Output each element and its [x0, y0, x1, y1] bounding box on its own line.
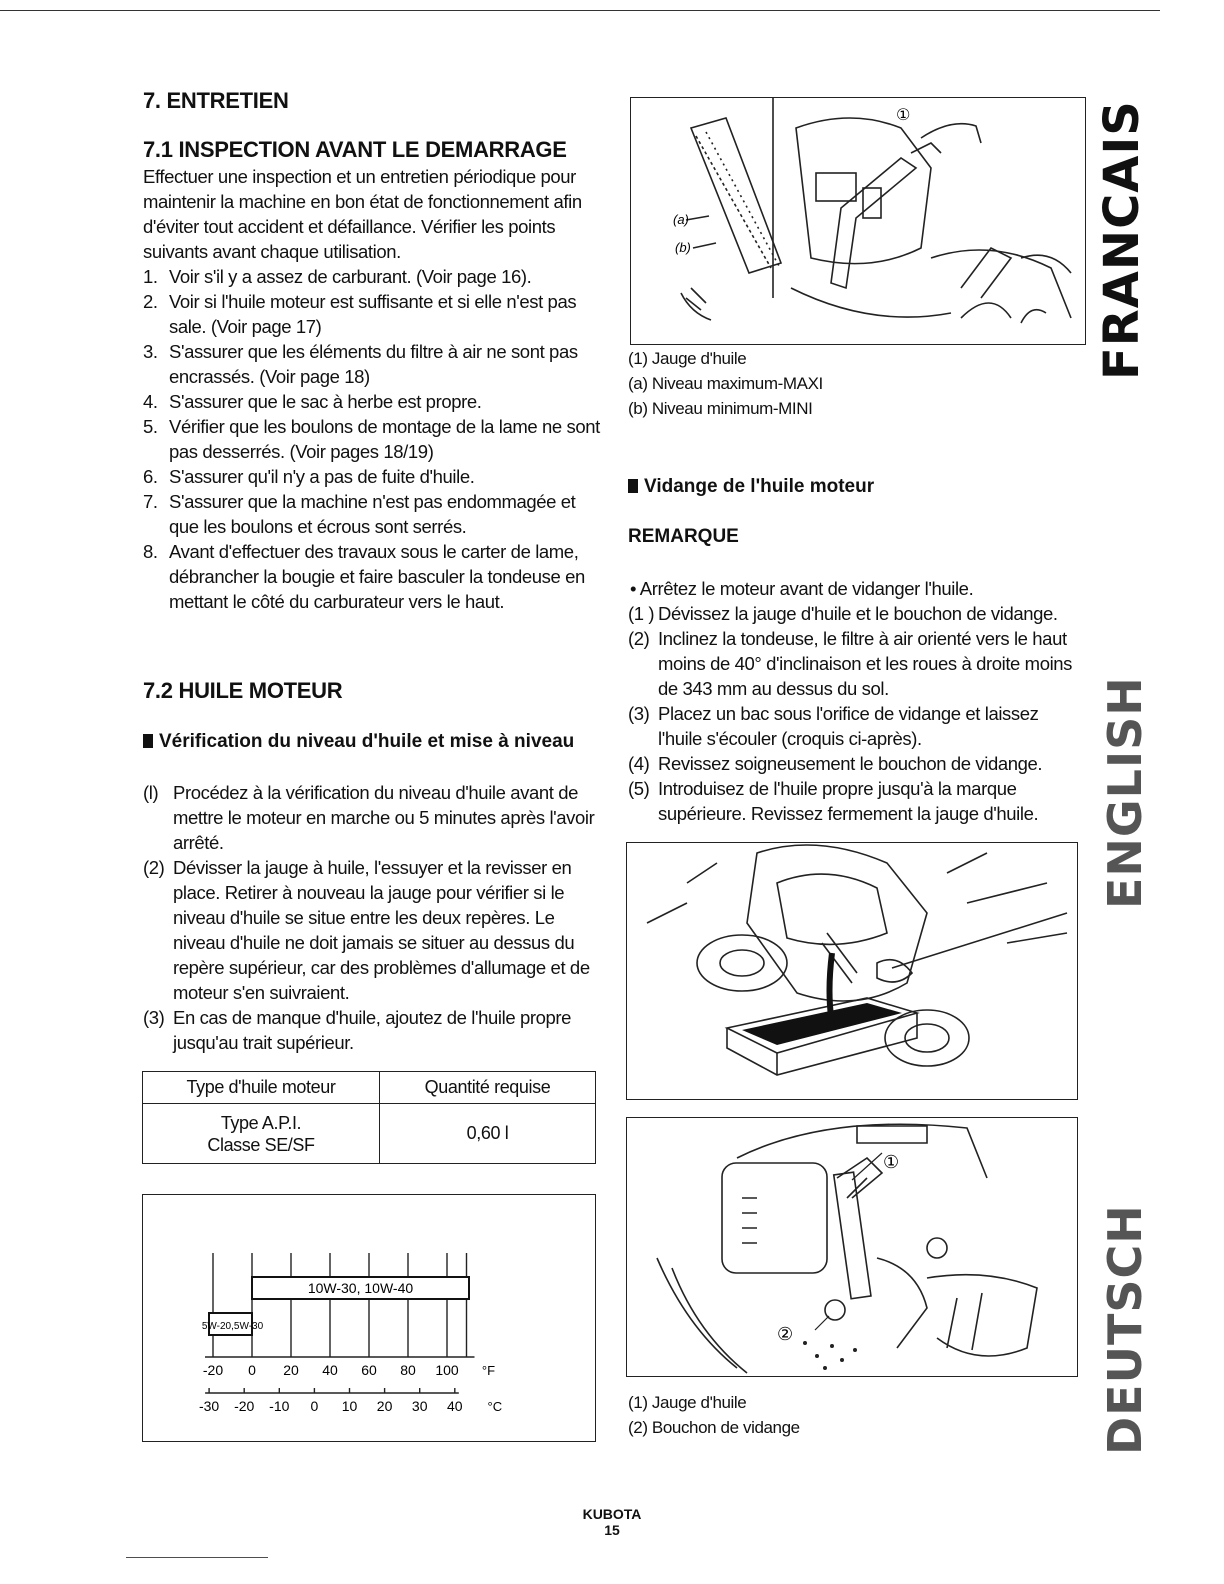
drain-plug-illustration — [627, 1118, 1077, 1376]
square-bullet-icon — [143, 734, 153, 748]
list-item: (2) Dévisser la jauge à huile, l'essuyer et la revisser en place. Retirer à nouveau la jauge pour vérifier si le niveau d'huile se situe entre les deux repères. Le niveau d'huile ne doit jamais se situer au dessus du repère supérieur, car des problèmes d'allumage et de moteur s'en suivraient. — [143, 857, 590, 1003]
footer — [0, 1506, 1224, 1538]
c-tick-label: 0 — [310, 1398, 319, 1414]
f-tick-label: 20 — [283, 1362, 299, 1378]
figure3-captions — [628, 1390, 1068, 1440]
table-header-type: Type d'huile moteur — [143, 1072, 380, 1104]
intro-paragraph: Effectuer une inspection et un entretien périodique pour maintenir la machine en bon état de fonctionnement afin d'éviter tout accident et défaillance. Vérifier les points suivants avant chaque utilisation. — [143, 166, 582, 262]
drain-tray-illustration — [627, 843, 1077, 1099]
f-tick-label: 40 — [322, 1362, 338, 1378]
caption-line: (a) Niveau maximum-MAXI — [628, 374, 823, 393]
viscosity-chart-box — [142, 1194, 596, 1442]
list-item: (l) Procédez à la vérification du niveau d'huile avant de mettre le moteur en marche ou 5 minutes après l'avoir arrêté. — [143, 782, 595, 853]
list-item: (5) Introduisez de l'huile propre jusqu'à la marque supérieure. Revissez fermement la jauge d'huile. — [628, 778, 1039, 824]
callout-1: ① — [883, 1152, 900, 1173]
c-tick-label: -20 — [234, 1398, 255, 1414]
tab-francais[interactable]: FRANCAIS — [1094, 100, 1150, 380]
list-item: 5. Vérifier que les boulons de montage de la lame ne sont pas desserrés. (Voir pages 18/19) — [143, 416, 600, 462]
footer-rule — [126, 1557, 268, 1558]
f-tick-label: 80 — [400, 1362, 416, 1378]
f-tick-label: 100 — [435, 1362, 459, 1378]
figure-label-a: (a) — [673, 212, 689, 227]
list-item: 3. S'assurer que les éléments du filtre à air ne sont pas encrassés. (Voir page 18) — [143, 341, 578, 387]
drain-steps — [628, 576, 1083, 826]
c-tick-label: 40 — [447, 1398, 463, 1414]
c-unit-label: °C — [487, 1399, 503, 1414]
f-unit-label: °F — [481, 1363, 496, 1378]
bar-label: 10W-30, 10W-40 — [307, 1280, 414, 1296]
caption-line: (1) Jauge d'huile — [628, 1393, 747, 1412]
square-bullet-icon — [628, 479, 638, 493]
callout-2: ② — [777, 1324, 794, 1345]
dipstick-illustration — [631, 98, 1085, 344]
c-tick-label: 10 — [341, 1398, 358, 1414]
tab-english[interactable]: ENGLISH — [1098, 676, 1152, 910]
left-column — [143, 88, 603, 614]
list-item: (3) Placez un bac sous l'orifice de vidange et laissez l'huile s'écouler (croquis ci-après). — [628, 703, 1039, 749]
c-tick-label: -10 — [269, 1398, 290, 1414]
drain-heading: Vidange de l'huile moteur — [628, 476, 874, 498]
c-tick-label: -30 — [198, 1398, 220, 1414]
list-item: 6. S'assurer qu'il n'y a pas de fuite d'huile. — [143, 466, 475, 487]
f-tick-label: 60 — [361, 1362, 377, 1378]
footer-brand: KUBOTA — [582, 1506, 642, 1522]
list-item: 4. S'assurer que le sac à herbe est propre. — [143, 391, 482, 412]
list-item: 2. Voir si l'huile moteur est suffisante et si elle n'est pas sale. (Voir page 17) — [143, 291, 577, 337]
figure1-captions — [628, 346, 1068, 421]
c-tick-label: 30 — [411, 1398, 428, 1414]
list-item: (2) Inclinez la tondeuse, le filtre à air orienté vers le haut moins de 40° d'inclinaison et les roues à droite moins de 343 mm au dessus du sol. — [628, 628, 1073, 699]
caption-line: (1) Jauge d'huile — [628, 349, 747, 368]
c-tick-label: 20 — [376, 1398, 393, 1414]
top-rule — [0, 10, 1160, 11]
f-tick-label: -20 — [202, 1362, 224, 1378]
oil-check-list — [143, 780, 603, 1055]
list-item: (3) En cas de manque d'huile, ajoutez de l'huile propre jusqu'au trait supérieur. — [143, 1007, 572, 1053]
list-item: (4) Revissez soigneusement le bouchon de vidange. — [628, 753, 1043, 774]
f-tick-label: 0 — [248, 1362, 256, 1378]
list-item: 8. Avant d'effectuer des travaux sous le carter de lame, débrancher la bougie et faire basculer la tondeuse en mettant le côté du carburateur vers le haut. — [143, 541, 585, 612]
figure-drain-plug — [626, 1117, 1078, 1377]
page-number: 15 — [604, 1522, 620, 1538]
table-cell-qty: 0,60 l — [380, 1104, 596, 1164]
oil-spec-table — [142, 1071, 596, 1164]
list-item: 7. S'assurer que la machine n'est pas endommagée et que les boulons et écrous sont serrés. — [143, 491, 576, 537]
list-item: 1. Voir s'il y a assez de carburant. (Voir page 16). — [143, 266, 532, 287]
callout-1: ① — [896, 105, 911, 124]
table-header-qty: Quantité requise — [380, 1072, 596, 1104]
tab-deutsch[interactable]: DEUTSCH — [1098, 1204, 1152, 1456]
caption-line: (2) Bouchon de vidange — [628, 1418, 800, 1437]
viscosity-chart — [143, 1195, 595, 1441]
inspection-list — [143, 264, 603, 614]
figure-drain-tray — [626, 842, 1078, 1100]
figure-label-b: (b) — [675, 240, 691, 255]
subsection-7-1-title: 7.1 INSPECTION AVANT LE DEMARRAGE — [143, 137, 567, 162]
oil-level-heading: Vérification du niveau d'huile et mise à niveau — [143, 731, 574, 753]
table-cell-type: Type A.P.I. Classe SE/SF — [143, 1104, 380, 1164]
bar-label: 5W-20,5W-30 — [201, 1321, 264, 1332]
drain-bullet: • Arrêtez le moteur avant de vidanger l'huile. — [630, 578, 974, 599]
list-item: (1 ) Dévissez la jauge d'huile et le bouchon de vidange. — [628, 603, 1058, 624]
subsection-7-2-title: 7.2 HUILE MOTEUR — [143, 678, 343, 703]
caption-line: (b) Niveau minimum-MINI — [628, 399, 813, 418]
section-title: 7. ENTRETIEN — [143, 88, 289, 113]
remark-heading: REMARQUE — [628, 526, 739, 547]
figure-dipstick — [630, 97, 1086, 345]
